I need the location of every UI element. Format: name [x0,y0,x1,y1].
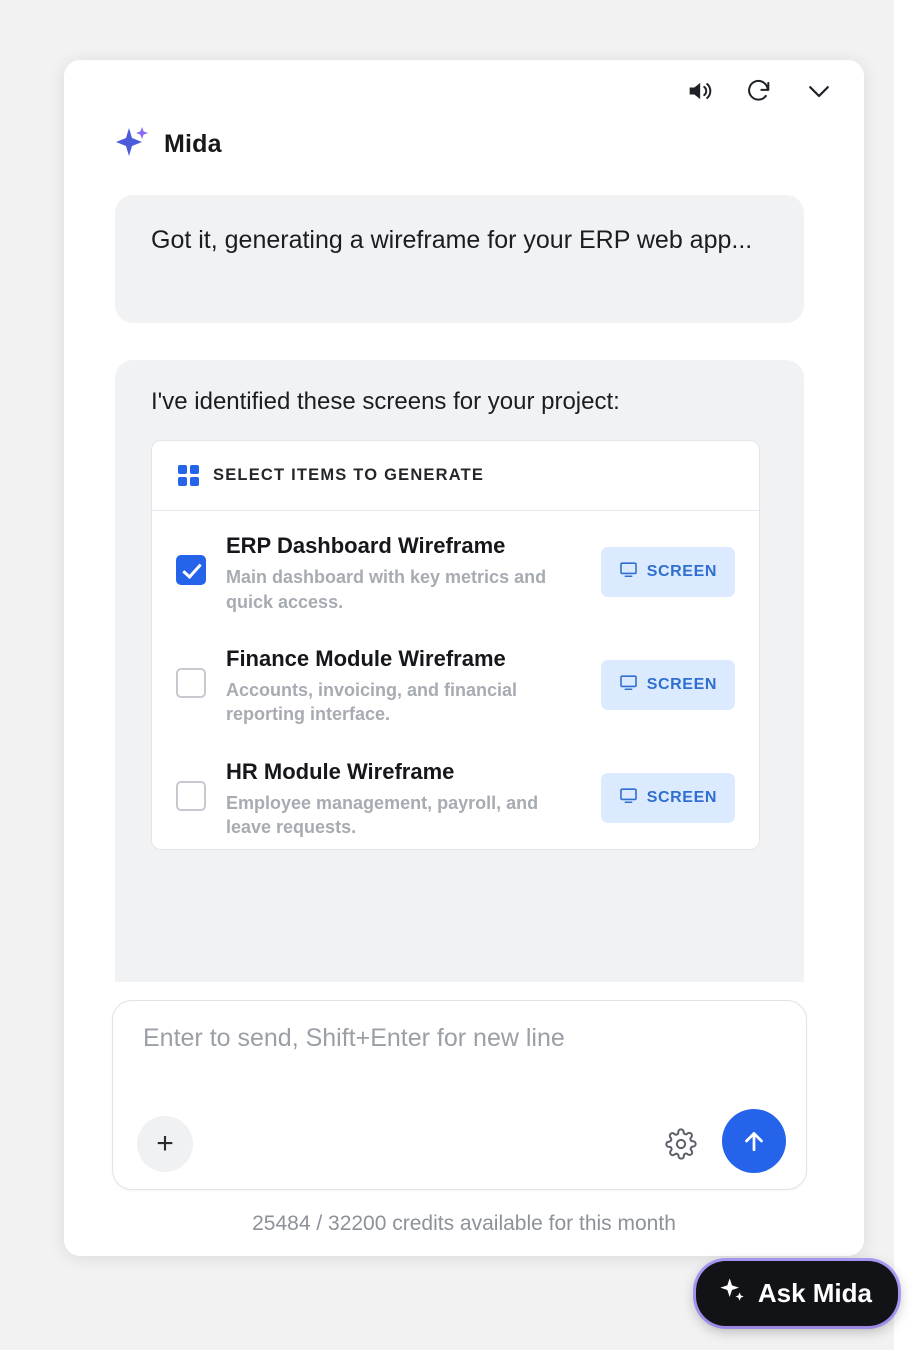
item-badge-label-0: SCREEN [646,563,717,581]
item-badge-2[interactable] [601,773,735,823]
item-badge-0[interactable] [601,547,735,597]
item-text-0 [226,533,581,614]
item-title-1: Finance Module Wireframe [226,645,506,671]
item-desc-1: Accounts, invoicing, and financial reporting interface. [226,679,518,725]
page-background-strip [894,0,912,1350]
list-item[interactable] [152,737,759,850]
add-attachment-button[interactable] [137,1116,193,1172]
item-checkbox-2[interactable] [176,781,206,811]
ask-mida-label: Ask Mida [757,1278,872,1308]
item-badge-1[interactable] [601,660,735,710]
grid-icon [178,465,199,486]
item-text-1 [226,646,581,727]
item-desc-2: Employee management, payroll, and leave requests. [226,792,539,837]
panel-toolbar [682,74,836,108]
monitor-icon [619,786,638,810]
list-item[interactable] [152,511,759,624]
settings-button[interactable] [662,1125,700,1163]
monitor-icon [619,560,638,584]
item-title-0: ERP Dashboard Wireframe [226,533,506,559]
item-checkbox-1[interactable] [176,668,206,698]
brand-name: Mida [164,130,222,158]
assistant-message-1 [115,195,804,323]
sparkle-icon [112,122,152,167]
item-desc-0: Main dashboard with key metrics and quick access. [226,567,547,612]
sparkle-icon [718,1276,746,1311]
refresh-icon[interactable] [742,74,776,108]
ask-mida-button[interactable] [696,1261,898,1326]
credits-status: 25484 / 32200 credits available for this month [252,1212,676,1235]
assistant-message-2-text: I've identified these screens for your project: [151,388,620,415]
item-badge-label-2: SCREEN [646,788,717,806]
card-header [152,441,759,511]
card-header-label: SELECT ITEMS TO GENERATE [213,466,485,485]
item-checkbox-0[interactable] [176,555,206,585]
select-items-card [151,440,760,850]
assistant-message-1-text: Got it, generating a wireframe for your ERP web app... [151,226,753,254]
monitor-icon [619,673,638,697]
brand [112,122,222,167]
message-input[interactable] [141,1023,771,1054]
list-item[interactable] [152,624,759,737]
item-title-2: HR Module Wireframe [226,758,455,784]
plus-icon: + [156,1127,174,1160]
send-button[interactable] [722,1109,786,1173]
composer [112,1000,807,1190]
item-text-2 [226,759,581,840]
gear-icon [665,1128,697,1160]
item-badge-label-1: SCREEN [646,675,717,693]
chevron-down-icon[interactable] [802,74,836,108]
speaker-icon[interactable] [682,74,716,108]
arrow-up-icon [739,1126,769,1156]
assistant-message-2 [115,360,804,980]
chat-panel [64,60,864,1256]
